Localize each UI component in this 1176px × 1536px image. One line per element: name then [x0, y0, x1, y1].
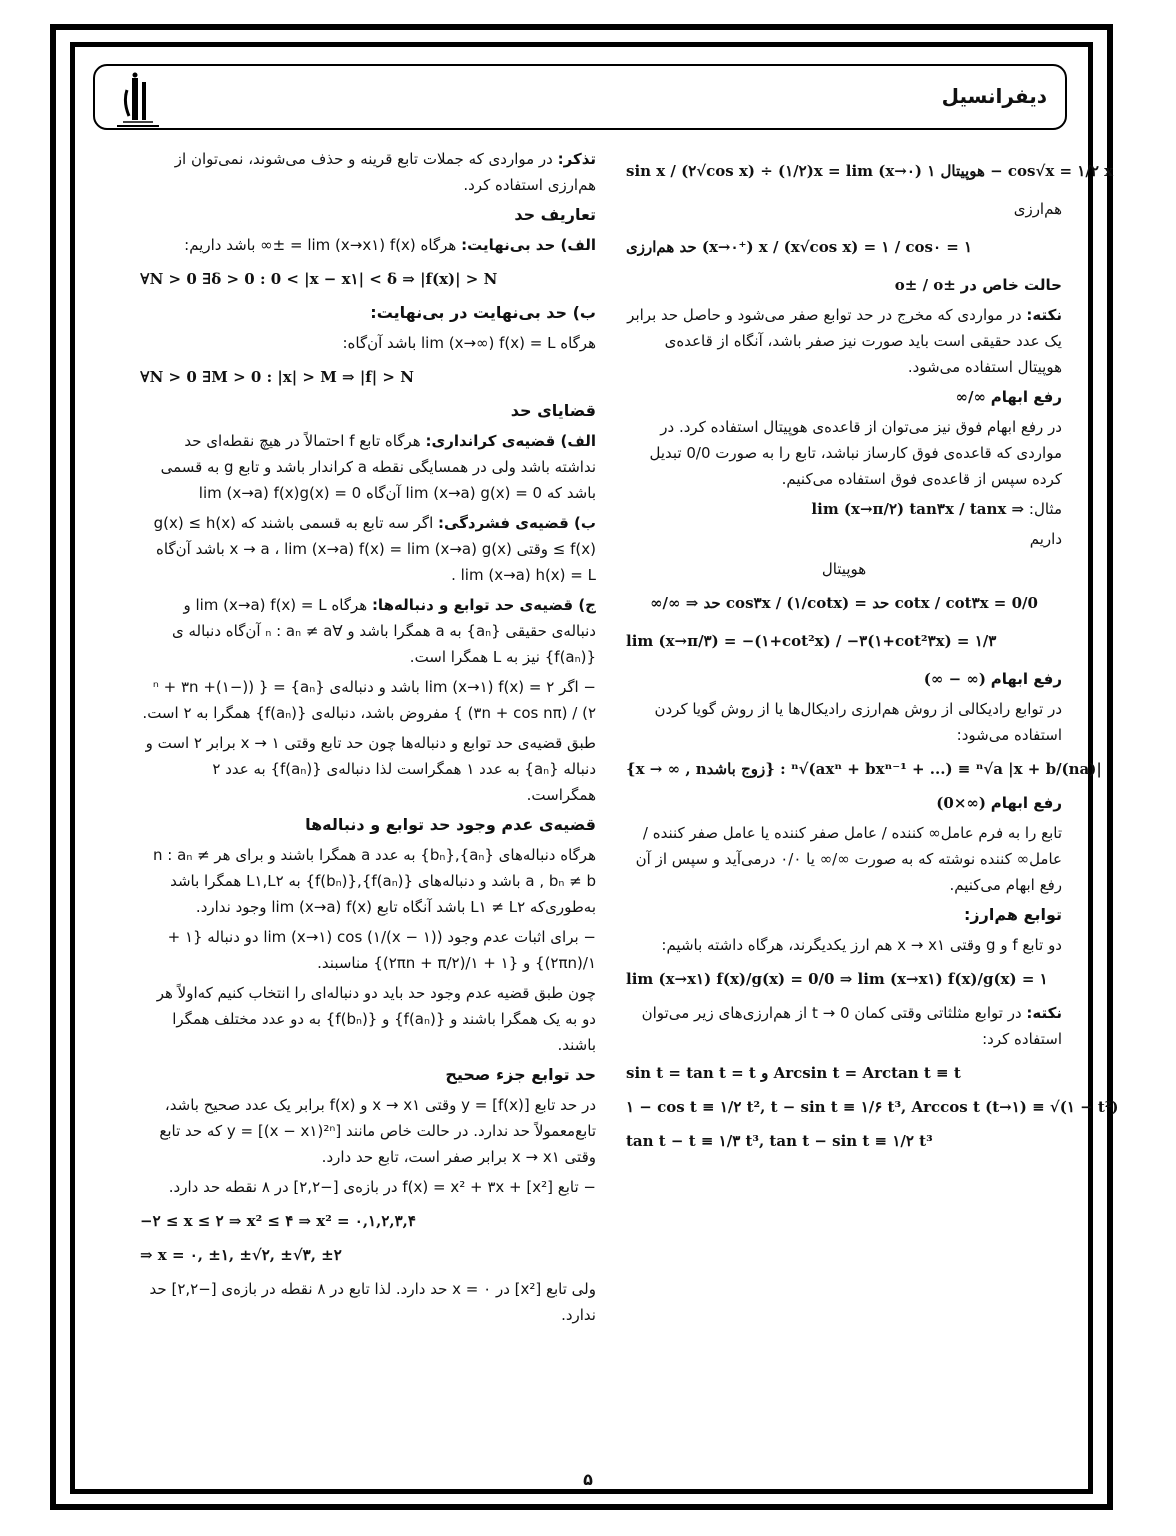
nonexistence-example: − برای اثبات عدم وجود lim (x→۱) cos (۱/(x − ۱)) دو دنباله {۱ + ۱/(۲πn)} و {۱ + ۱/(۲πn + π/۲)} مناسبند. [167, 928, 596, 972]
example-step-1: ∞/∞ ⇒ حد cos۳x / (۱/cotx) = حد cotx / cot۳x = 0/0 [650, 594, 1038, 612]
special-case-label: حالت خاص در [960, 276, 1062, 294]
inf-minus-inf-math: (∞ − ∞) [923, 670, 986, 688]
trig-equivalence-3: tan t − t ≡ ۱/۳ t³, tan t − sin t ≡ ۱/۲ t³ [626, 1132, 933, 1150]
trig-equivalence-2: ۱ − cos t ≡ ۱/۲ t², t − sin t ≡ ۱/۶ t³, Arccos t (t→۱) ≡ √(۱ − t²) [626, 1098, 1119, 1116]
reminder-text: در مواردی که جملات تابع قرینه و حذف می‌شوند، نمی‌توان از هم‌ارزی استفاده کرد. [174, 150, 596, 194]
chapter-title: دیفرانسیل [941, 84, 1047, 108]
nonexistence-explanation: چون طبق قضیه عدم وجود حد باید دو دنباله‌ای را انتخاب کنیم که‌اولاً هر دو به یک همگرا باشند و {f(aₙ)} و {f(bₙ)} به دو عدد مختلف همگرا باشند. [156, 984, 596, 1054]
note-label: نکته: [1026, 306, 1062, 324]
radical-method-text: در توابع رادیکالی از روش هم‌ارزی رادیکال‌ها یا از روش گویا کردن استفاده می‌شود: [654, 700, 1062, 744]
hopital-label: هوپیتال [821, 560, 867, 578]
special-case-math: o± / o± [894, 276, 956, 294]
floor-example-step-2: ⇒ x = ۰, ±۱, ±√۲, ±√۳, ±۲ [140, 1246, 342, 1264]
limit-at-infinity-formula: ∀N > 0 ∃M > 0 : |x| > M ⇒ |f| > N [140, 368, 414, 386]
equivalent-functions-heading: توابع هم‌ارز: [964, 905, 1062, 924]
publisher-logo-icon [113, 72, 163, 128]
equivalent-functions-formula: lim (x→x۱) f(x)/g(x) = 0/0 ⇒ lim (x→x۱) f(x)/g(x) = ۱ [626, 970, 1048, 988]
boundedness-theorem-text: هرگاه تابع f احتمالاً در هیچ نقطه‌ای حد نداشته باشد ولی در همسایگی نقطه a کراندار باشد و تابع g به قسمی باشد که lim (x→a) g(x) = 0 آن‌گاه lim (x→a) f(x)g(x) = 0 [160, 432, 596, 502]
floor-function-example: − تابع f(x) = x² + ۳x + [x²] در بازه‌ی [−۲,۲] در ۸ نقطه حد دارد. [168, 1178, 596, 1196]
sequence-theorem-label: ج) قضیه‌ی حد توابع و دنباله‌ها: [371, 596, 596, 614]
infinite-limit-label: الف) حد بی‌نهایت: [461, 236, 596, 254]
trig-equivalence-1: sin t = tan t = t و Arcsin t = Arctan t ≡ t [626, 1064, 961, 1082]
trig-note-text: در توابع مثلثاتی وقتی کمان t → 0 از هم‌ارزی‌های زیر می‌توان استفاده کرد: [641, 1004, 1062, 1048]
zero-times-inf-math: (0×∞) [936, 794, 986, 812]
floor-function-heading: حد توابع جزء صحیح [445, 1065, 596, 1084]
resolve-inf-over-inf-text: در رفع ابهام فوق نیز می‌توان از قاعده‌ی هوپیتال استفاده کرد. در مواردی که قاعده‌ی فوق کارساز نباشد، تابع را به صورت 0/0 تبدیل کرده سپس از قاعده‌ی فوق استفاده می‌کنیم. [649, 418, 1062, 488]
resolve-ambiguity-label: رفع ابهام [990, 388, 1062, 406]
equivalent-functions-text: دو تابع f و g وقتی x → x۱ هم ارز یکدیگرند، هرگاه داشته باشیم: [661, 936, 1062, 954]
nonexistence-theorem-heading: قضیه‌ی عدم وجود حد توابع و دنباله‌ها [305, 815, 596, 834]
boundedness-theorem-label: الف) قضیه‌ی کرانداری: [425, 432, 596, 450]
limit-theorems-heading: قضایای حد [510, 401, 596, 420]
limit-definitions-heading: تعاریف حد [514, 205, 596, 224]
radical-equivalence-formula: {x → ∞ , nزوج باشد} : ⁿ√(axⁿ + bxⁿ⁻¹ + ...) ≡ ⁿ√a |x + b/(na)| [626, 760, 1102, 778]
floor-example-step-1: −۲ ≤ x ≤ ۲ ⇒ x² ≤ ۴ ⇒ x² = ۰,۱,۲,۳,۴ [140, 1212, 416, 1230]
nonexistence-theorem-text: هرگاه دنباله‌های {aₙ},{bₙ} به عدد a همگرا باشند و برای هر n : aₙ ≠ a , bₙ ≠ b باشد و دنباله‌های {f(aₙ)},{f(bₙ)} به L۱,L۲ همگرا باشد به‌طوری‌که L۱ ≠ L۲ باشد آنگاه تابع lim (x→a) f(x) وجود ندارد. [153, 846, 596, 916]
example-label: مثال: [1028, 500, 1062, 518]
note-text: در مواردی که مخرج در حد توابع صفر می‌شود و حاصل حد برابر یک عدد حقیقی است باید صورت نیز صفر باشد، آنگاه از قاعده‌ی هوپیتال استفاده می‌شود. [627, 306, 1062, 376]
infinite-limit-text: هرگاه lim (x→x۱) f(x) = ±∞ باشد داریم: [184, 236, 457, 254]
floor-example-conclusion: ولی تابع [x²] در x = ۰ حد دارد. لذا تابع در ۸ نقطه در بازه‌ی [−۲,۲] حد ندارد. [149, 1280, 596, 1324]
page-number: ۵ [583, 1470, 593, 1489]
resolve-ambiguity-label-2: رفع ابهام [990, 670, 1062, 688]
right-column [626, 146, 1119, 1162]
squeeze-theorem-text: اگر سه تابع به قسمی باشند که g(x) ≤ h(x) ≤ f(x) وقتی x → a ، lim (x→a) f(x) = lim (x→a) g(x) باشد آن‌گاه lim (x→a) h(x) = L . [153, 514, 596, 584]
example-math: lim (x→π/۲) tan۳x / tanx ⇒ [811, 500, 1025, 518]
example-step-2: lim (x→π/۳) = −(۱+cot²x) / −۳(۱+cot²۳x) = ۱/۳ [626, 632, 997, 650]
limit-at-infinity-text: هرگاه lim (x→∞) f(x) = L باشد آن‌گاه: [342, 334, 596, 352]
infinite-limit-formula: ∀N > 0 ∃δ > 0 : 0 < |x − x۱| < δ ⇒ |f(x)| > N [140, 270, 498, 288]
we-have-label: داریم [1029, 530, 1062, 548]
equivalence-label: هم‌ارزی [1013, 200, 1062, 218]
formula-equivalence-limit: حد هم‌ارزی (x→۰⁺) x / (x√cos x) = ۱ / cos۰ = ۱ [626, 238, 973, 256]
resolve-ambiguity-label-3: رفع ابهام [990, 794, 1062, 812]
sequence-example: − اگر lim (x→۱) f(x) = ۲ باشد و دنباله‌ی {aₙ} = { ((−۱)ⁿ + ۳n + ۲) / (۳n + cos nπ) } مفروض باشد، دنباله‌ی {f(aₙ)} همگرا به ۲ است. [142, 678, 596, 722]
sequence-theorem-text: هرگاه lim (x→a) f(x) = L و دنباله‌ی حقیقی {aₙ} به a همگرا باشد و ∀ₙ : aₙ ≠ a آن‌گاه دنباله ی {f(aₙ)} نیز به L همگرا است. [171, 596, 596, 666]
floor-function-text: در حد تابع y = [f(x)] وقتی x → x۱ و f(x) برابر یک عدد صحیح باشد، تابع‌معمولاً حد ندارد. در حالت خاص مانند y = [(x − x۱)²ⁿ] که حد تابع وقتی x → x۱ برابر صفر است، تابع حد دارد. [159, 1096, 596, 1166]
squeeze-theorem-label: ب) قضیه‌ی فشردگی: [438, 514, 596, 532]
page-header [93, 64, 1067, 130]
zero-times-inf-text: تابع را به فرم عامل∞ کننده / عامل صفر کننده یا عامل صفر کننده / عامل∞ کننده نوشته که به صورت ∞/∞ یا ۰/۰ درمی‌آید و سپس از آن رفع ابهام می‌کنیم. [635, 824, 1062, 894]
inf-over-inf-math: ∞/∞ [955, 388, 986, 406]
formula-hopital-equivalence: sin x / (۲√cos x) ÷ (۱/۲)x = lim (x→۰) هوپیتال ۱ − cos√x = ۱/۲ x [626, 162, 1114, 180]
sequence-example-explanation: طبق قضیه‌ی حد توابع و دنباله‌ها چون حد تابع وقتی x → ۱ برابر ۲ است و دنباله {aₙ} به عدد ۱ همگراست لذا دنباله‌ی {f(aₙ)} به عدد ۲ همگراست. [145, 734, 596, 804]
left-column [140, 146, 596, 1332]
reminder-label: تذکر: [557, 150, 596, 168]
limit-at-infinity-heading: ب) حد بی‌نهایت در بی‌نهایت: [370, 303, 596, 322]
note-label-2: نکته: [1026, 1004, 1062, 1022]
